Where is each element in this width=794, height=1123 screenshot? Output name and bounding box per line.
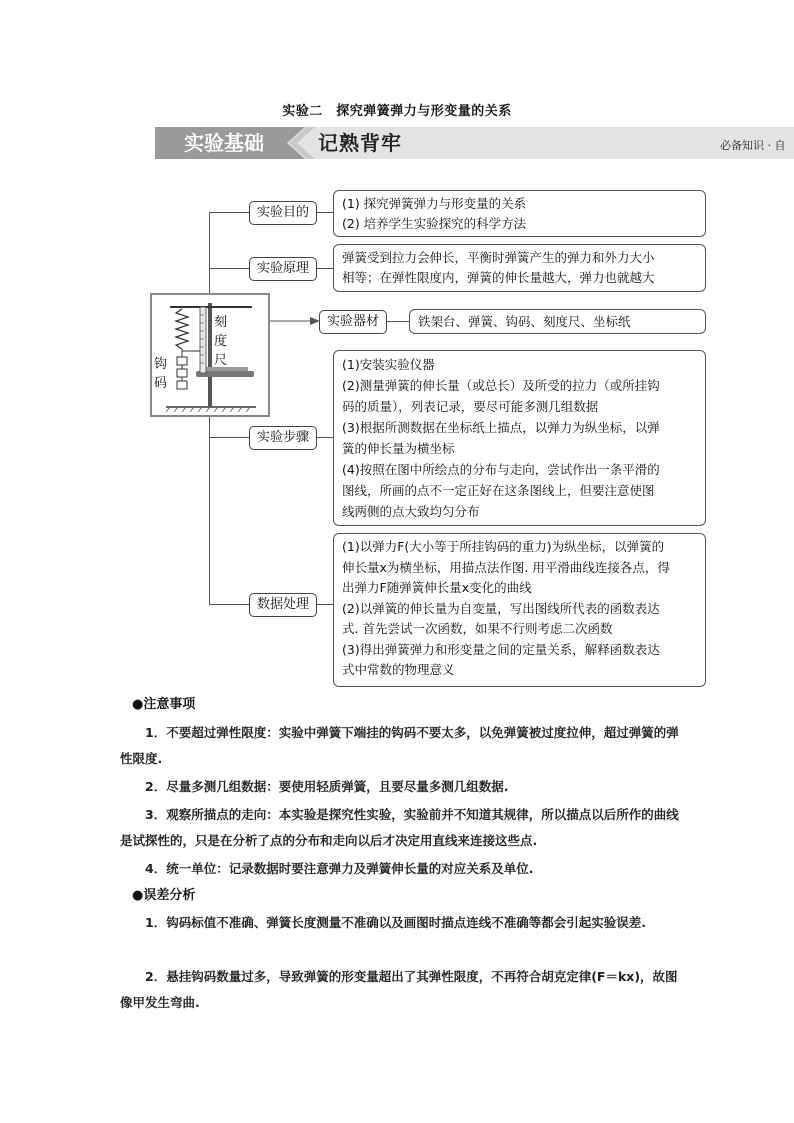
apparatus-illustration (150, 293, 270, 417)
steps-line-2: (2)测量弹簧的伸长量（或总长）及所受的拉力（或所挂钩 (342, 378, 660, 393)
connector-data (315, 604, 333, 605)
steps-line-6: (4)按照在图中所绘点的分布与走向，尝试作出一条平滑的 (342, 462, 660, 477)
errors-heading: ●误差分析 (132, 888, 196, 903)
steps-line-7: 图线，所画的点不一定正好在这条图线上，但要注意使图 (342, 483, 655, 498)
note-item-2: 2．尽量多测几组数据：要使用轻质弹簧，且要尽量多测几组数据. (145, 779, 509, 794)
error-item-1: 1．钩码标值不准确、弹簧长度测量不准确以及画图时描点连线不准确等都会引起实验误差. (145, 915, 646, 930)
node-label-purpose: 实验目的 (249, 201, 317, 225)
banner-title: 实验基础 (184, 131, 264, 155)
note-item-3: 3．观察所描点的走向：本实验是探究性实验，实验前并不知道其规律，所以描点以后所作的曲线是试探性的，只是在分析了点的分布和走向以后才决定用直线来连接这些点. (120, 807, 679, 848)
branch-line-steps (209, 437, 249, 438)
ruler-label: 刻度尺 (214, 315, 228, 368)
purpose-line-2: (2) 培养学生实验探究的科学方法 (342, 216, 527, 231)
steps-line-1: (1)安装实验仪器 (342, 357, 435, 372)
content-box-data (333, 533, 706, 687)
content-box-equipment (409, 309, 706, 334)
connector-principle (315, 268, 333, 269)
connector-purpose (315, 212, 333, 213)
steps-line-8: 线两侧的点大致均匀分布 (342, 504, 480, 519)
node-label-principle: 实验原理 (249, 257, 317, 281)
principle-line-1: 弹簧受到拉力会伸长，平衡时弹簧产生的弹力和外力大小 (342, 250, 655, 265)
steps-line-5: 簧的伸长量为横坐标 (342, 441, 455, 456)
note-item-1: 1．不要超过弹性限度：实验中弹簧下端挂的钩码不要太多，以免弹簧被过度拉伸，超过弹簧的弹性限度. (120, 725, 679, 766)
node-label-data: 数据处理 (249, 593, 317, 617)
content-box-principle (333, 244, 706, 292)
branch-line-data (209, 604, 249, 605)
content-box-steps (333, 350, 706, 526)
data-line-2: 伸长量x为横坐标，用描点法作图. 用平滑曲线连接各点，得 (342, 559, 670, 575)
branch-line-purpose (209, 212, 249, 213)
node-label-steps: 实验步骤 (249, 426, 317, 450)
banner-right-text: 必备知识 · 自 (720, 139, 786, 152)
steps-line-3: 码的质量），列表记录，要尽可能多测几组数据 (342, 399, 599, 414)
connector-steps (315, 437, 333, 438)
branch-line-principle (209, 268, 249, 269)
banner-subtitle: 记熟背牢 (318, 131, 402, 155)
data-line-3: 出弹力F随弹簧伸长量x变化的曲线 (342, 580, 532, 595)
arrow-to-equipment (270, 315, 320, 327)
data-line-6: (3)得出弹簧弹力和形变量之间的定量关系，解释函数表达 (342, 641, 660, 657)
connector-equipment (385, 321, 409, 322)
data-line-7: 式中常数的物理意义 (342, 662, 455, 677)
spring-apparatus-drawing (152, 295, 268, 415)
purpose-line-1: (1) 探究弹簧弹力与形变量的关系 (342, 196, 527, 211)
note-item-4: 4．统一单位：记录数据时要注意弹力及弹簧伸长量的对应关系及单位. (145, 861, 534, 876)
error-item-2: 2．悬挂钩码数量过多，导致弹簧的形变量超出了其弹性限度，不再符合胡克定律(F＝kx)，故图像甲发生弯曲. (120, 969, 678, 1010)
data-line-5: 式. 首先尝试一次函数，如果不行则考虑二次函数 (342, 621, 613, 636)
notes-heading: ●注意事项 (132, 697, 196, 712)
steps-line-4: (3)根据所测数据在坐标纸上描点，以弹力为纵坐标，以弹 (342, 420, 660, 435)
document-title: 实验二 探究弹簧弹力与形变量的关系 (282, 104, 512, 119)
data-line-4: (2)以弹簧的伸长量为自变量，写出图线所代表的函数表达 (342, 600, 660, 616)
principle-line-2: 相等；在弹性限度内，弹簧的伸长量越大，弹力也就越大 (342, 270, 655, 285)
data-line-1: (1)以弹力F(大小等于所挂钩码的重力)为纵坐标，以弹簧的 (342, 539, 665, 554)
weights-label: 钩码 (154, 357, 168, 391)
equipment-line-1: 铁架台、弹簧、钩码、刻度尺、坐标纸 (418, 314, 631, 329)
node-label-equipment: 实验器材 (319, 310, 387, 334)
content-box-purpose (333, 190, 706, 237)
